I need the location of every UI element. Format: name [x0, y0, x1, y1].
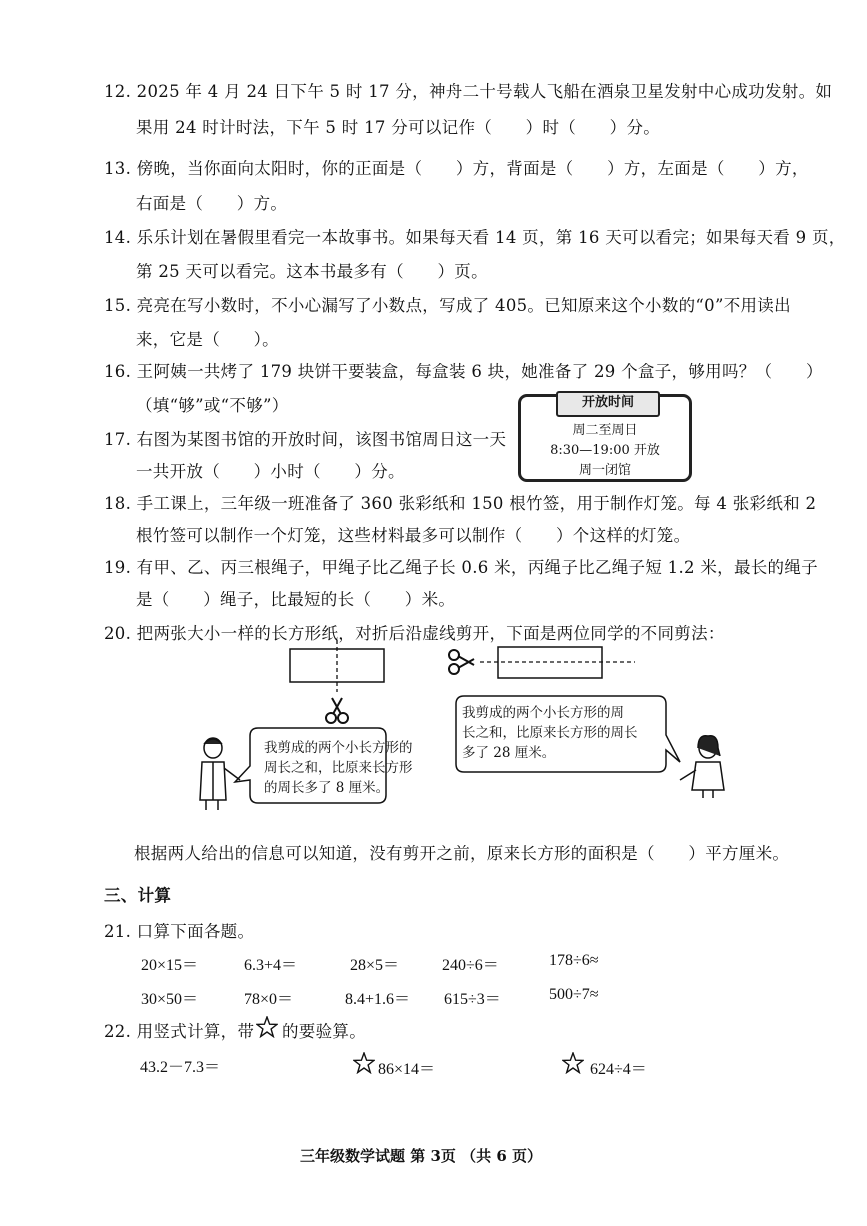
- q22-item-1: 43.2－7.3＝: [140, 1059, 221, 1076]
- q19-line1: 19. 有甲、乙、丙三根绳子，甲绳子比乙绳子长 0.6 米，丙绳子比乙绳子短 1.2 米，最长的绳子: [104, 558, 818, 577]
- star-icon: [562, 1052, 584, 1074]
- q22-title-prefix: 22. 用竖式计算，带: [104, 1022, 255, 1041]
- right-bubble-line1: 我剪成的两个小长方形的周: [462, 705, 624, 721]
- q20-line1: 20. 把两张大小一样的长方形纸，对折后沿虚线剪开，下面是两位同学的不同剪法：: [104, 624, 725, 643]
- q21-r2-c2: 78×0＝: [244, 991, 294, 1008]
- q17-line1: 17. 右图为某图书馆的开放时间，该图书馆周日这一天: [104, 430, 507, 449]
- q21-r1-c1: 20×15＝: [141, 957, 199, 974]
- scissors-icon-left: [326, 698, 348, 723]
- q15-line2: 来，它是（ ）。: [136, 330, 279, 349]
- q18-line2: 根竹签可以制作一个灯笼，这些材料最多可以制作（ ）个这样的灯笼。: [136, 526, 691, 545]
- q21-r1-c3: 28×5＝: [350, 957, 400, 974]
- q21-r1-c5: 178÷6≈: [549, 952, 599, 969]
- q17-line2: 一共开放（ ）小时（ ）分。: [136, 462, 405, 481]
- q13-line1: 13. 傍晚，当你面向太阳时，你的正面是（ ）方，背面是（ ）方，左面是（ ）方，: [104, 159, 809, 178]
- q16-line2: （填“够”或“不够”）: [136, 396, 289, 415]
- left-bubble-line1: 我剪成的两个小长方形的: [264, 740, 413, 756]
- q19-line2: 是（ ）绳子，比最短的长（ ）米。: [136, 590, 456, 609]
- q21-r1-c2: 6.3+4＝: [244, 957, 298, 974]
- boy-figure: [200, 738, 240, 810]
- sign-line-closed: 周一闭馆: [578, 463, 631, 478]
- star-icon: [256, 1016, 278, 1038]
- q14-line2: 第 25 天可以看完。这本书最多有（ ）页。: [136, 262, 488, 281]
- sign-line-days: 周二至周日: [572, 423, 638, 438]
- q13-line2: 右面是（ ）方。: [136, 194, 288, 213]
- q21-r2-c4: 615÷3＝: [444, 991, 501, 1008]
- right-bubble-line3: 多了 28 厘米。: [462, 745, 556, 761]
- q22-item-2: 86×14＝: [378, 1061, 436, 1078]
- q21-r2-c5: 500÷7≈: [549, 986, 599, 1003]
- left-bubble-line2: 周长之和，比原来长方形: [264, 760, 413, 776]
- section-3-title: 三、计算: [104, 886, 172, 905]
- q14-line1: 14. 乐乐计划在暑假里看完一本故事书。如果每天看 14 页，第 16 天可以看完；如果每天看 9 页，: [104, 228, 846, 247]
- q12-line2: 果用 24 时计时法，下午 5 时 17 分可以记作（ ）时（ ）分。: [136, 118, 661, 137]
- q21-r1-c4: 240÷6＝: [442, 957, 499, 974]
- q22-item-3: 624÷4＝: [590, 1061, 647, 1078]
- q20-conclusion: 根据两人给出的信息可以知道，没有剪开之前，原来长方形的面积是（ ）平方厘米。: [134, 844, 790, 863]
- library-hours-sign: [518, 394, 692, 482]
- sign-line-hours: 8:30—19:00 开放: [550, 443, 660, 458]
- q18-line1: 18. 手工课上，三年级一班准备了 360 张彩纸和 150 根竹签，用于制作灯笼。每 4 张彩纸和 2: [104, 494, 817, 513]
- sign-title: 开放时间: [556, 391, 660, 417]
- right-bubble-line2: 长之和，比原来长方形的周长: [462, 725, 638, 741]
- girl-figure: [680, 736, 724, 798]
- q15-line1: 15. 亮亮在写小数时，不小心漏写了小数点，写成了 405。已知原来这个小数的“0”不用读出: [104, 296, 791, 315]
- q21-title: 21. 口算下面各题。: [104, 922, 255, 941]
- q21-r2-c3: 8.4+1.6＝: [345, 991, 411, 1008]
- star-icon: [353, 1052, 375, 1074]
- scissors-icon-right: [449, 650, 474, 674]
- q21-r2-c1: 30×50＝: [141, 991, 199, 1008]
- q16-line1: 16. 王阿姨一共烤了 179 块饼干要装盒，每盒装 6 块，她准备了 29 个盒子，够用吗？（ ）: [104, 362, 823, 381]
- q12-line1: 12. 2025 年 4 月 24 日下午 5 时 17 分，神舟二十号载人飞船在酒泉卫星发射中心成功发射。如: [104, 82, 833, 101]
- page-footer: 三年级数学试题 第 3页 （共 6 页）: [300, 1147, 542, 1165]
- q22-title-suffix: 的要验算。: [282, 1022, 366, 1041]
- left-bubble-line3: 的周长多了 8 厘米。: [264, 780, 390, 796]
